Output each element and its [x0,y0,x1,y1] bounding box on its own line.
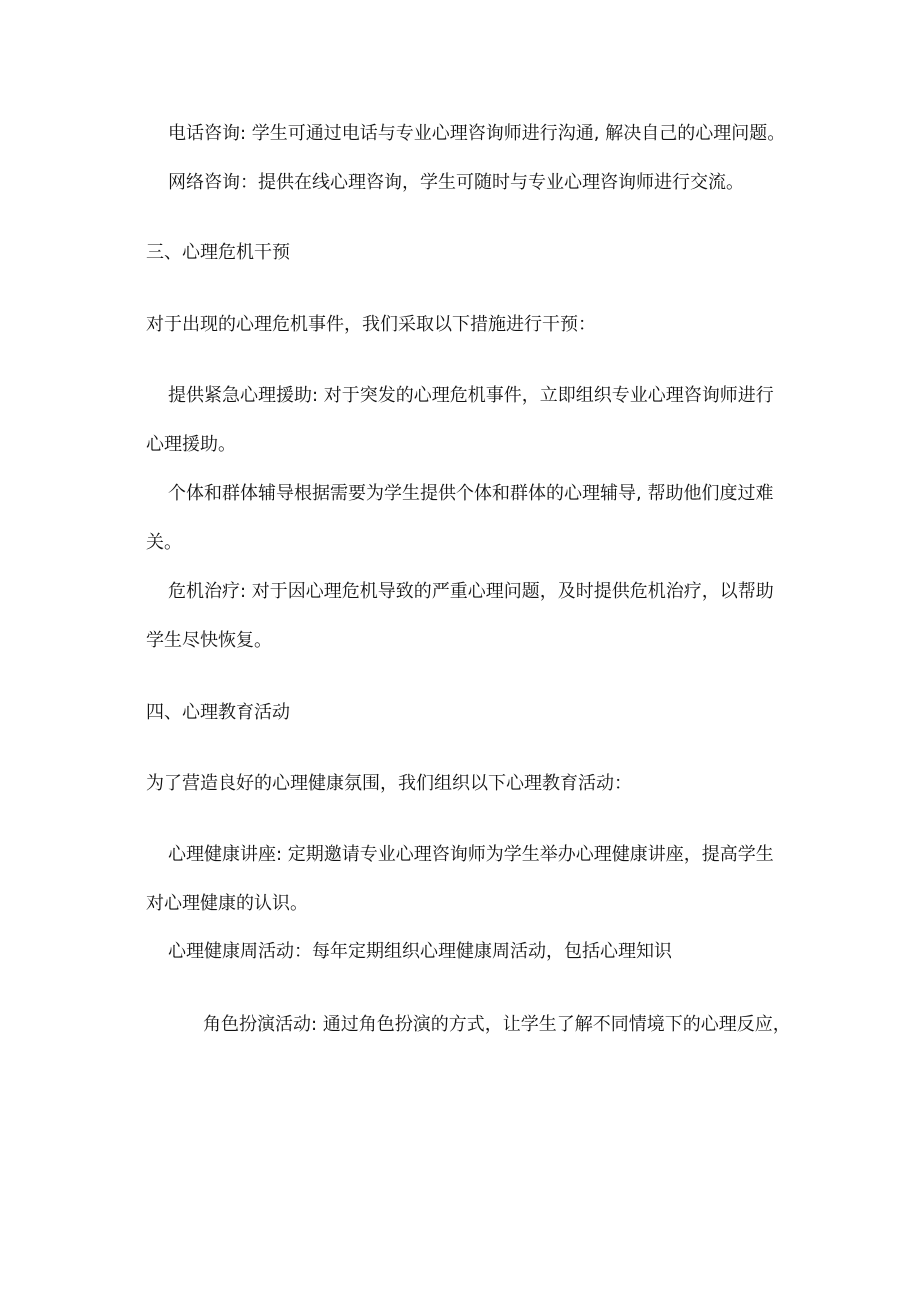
paragraph-emergency-aid-continued: 心理援助。 [146,434,236,455]
paragraph-role-play: 角色扮演活动: 通过角色扮演的方式，让学生了解不同情境下的心理反应， [203,1014,791,1035]
paragraph-crisis-treatment-continued: 学生尽快恢复。 [146,630,272,651]
paragraph-phone-consult: 电话咨询: 学生可通过电话与专业心理咨询师进行沟通, 解决自己的心理问题。 [168,123,786,144]
paragraph-online-consult: 网络咨询：提供在线心理咨询，学生可随时与专业心理咨询师进行交流。 [168,172,744,193]
paragraph-group-counseling-continued: 关。 [146,532,182,553]
section-heading-crisis-intervention: 三、心理危机干预 [146,242,290,263]
section-heading-education-activities: 四、心理教育活动 [146,702,290,723]
paragraph-group-counseling: 个体和群体辅导根据需要为学生提供个体和群体的心理辅导, 帮助他们度过难 [168,483,774,504]
paragraph-education-intro: 为了营造良好的心理健康氛围，我们组织以下心理教育活动： [146,773,632,794]
paragraph-lectures: 心理健康讲座: 定期邀请专业心理咨询师为学生举办心理健康讲座，提高学生 [168,844,774,865]
paragraph-emergency-aid: 提供紧急心理援助: 对于突发的心理危机事件，立即组织专业心理咨询师进行 [168,385,774,406]
paragraph-lectures-continued: 对心理健康的认识。 [146,893,308,914]
paragraph-crisis-treatment: 危机治疗: 对于因心理危机导致的严重心理问题，及时提供危机治疗，以帮助 [168,581,774,602]
paragraph-crisis-intro: 对于出现的心理危机事件，我们采取以下措施进行干预： [146,314,596,335]
paragraph-health-week: 心理健康周活动：每年定期组织心理健康周活动，包括心理知识 [168,941,672,962]
